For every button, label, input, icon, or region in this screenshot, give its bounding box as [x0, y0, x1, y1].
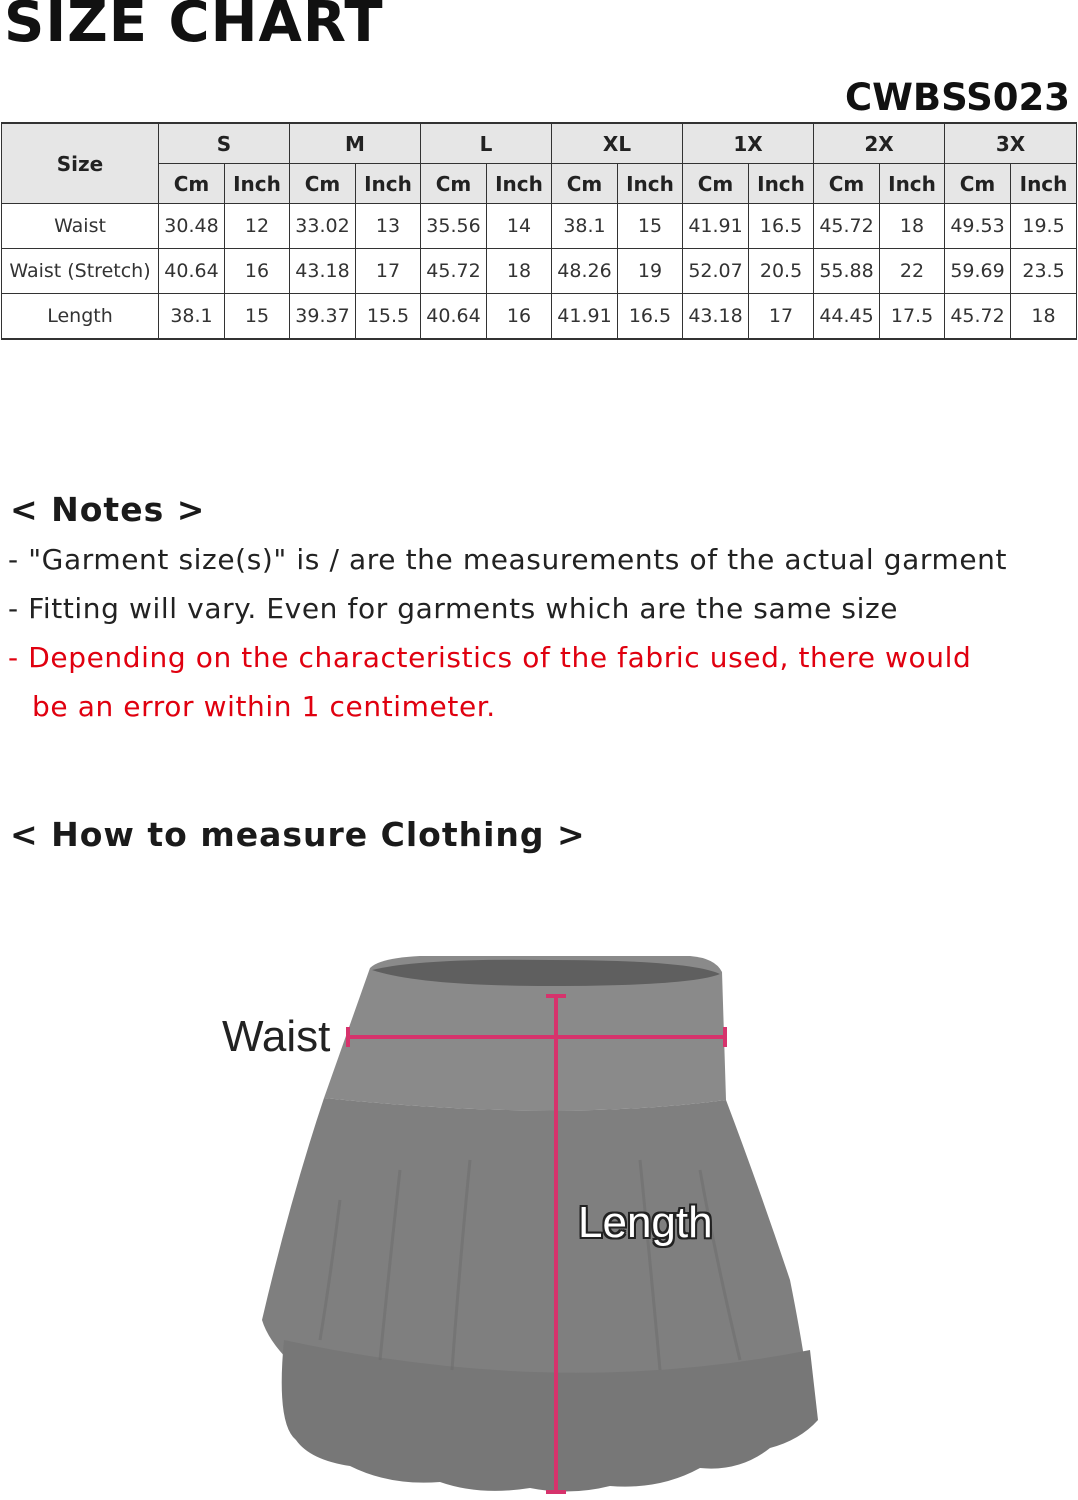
table-cell: 16 — [487, 294, 552, 340]
table-cell: 18 — [880, 204, 945, 249]
unit-header-inch: Inch — [749, 164, 814, 204]
size-header-2x: 2X — [814, 123, 945, 164]
table-cell: 49.53 — [945, 204, 1011, 249]
unit-header-cm: Cm — [814, 164, 880, 204]
table-cell: 20.5 — [749, 249, 814, 294]
unit-header-inch: Inch — [1011, 164, 1077, 204]
page-title: SIZE CHART — [4, 0, 384, 55]
table-cell: 14 — [487, 204, 552, 249]
note-fabric-warning: - Depending on the characteristics of the fabric used, there would — [8, 641, 972, 674]
table-cell: 16.5 — [749, 204, 814, 249]
unit-header-cm: Cm — [159, 164, 225, 204]
table-cell: 17 — [749, 294, 814, 340]
table-cell: 15 — [225, 294, 290, 340]
table-cell: 13 — [356, 204, 421, 249]
table-cell: 19 — [618, 249, 683, 294]
table-cell: 45.72 — [421, 249, 487, 294]
note-fabric-warning-continued: be an error within 1 centimeter. — [32, 690, 496, 723]
row-label-waist-stretch: Waist (Stretch) — [2, 249, 159, 294]
table-cell: 39.37 — [290, 294, 356, 340]
table-cell: 43.18 — [683, 294, 749, 340]
table-cell: 17.5 — [880, 294, 945, 340]
unit-header-inch: Inch — [487, 164, 552, 204]
table-row — [2, 204, 1077, 249]
size-header-l: L — [421, 123, 552, 164]
table-row — [2, 294, 1077, 340]
unit-header-cm: Cm — [683, 164, 749, 204]
table-cell: 15.5 — [356, 294, 421, 340]
unit-header-inch: Inch — [356, 164, 421, 204]
size-header-s: S — [159, 123, 290, 164]
unit-header-inch: Inch — [618, 164, 683, 204]
size-header-row — [2, 123, 1077, 164]
table-cell: 19.5 — [1011, 204, 1077, 249]
waist-label: Waist — [222, 1012, 331, 1061]
table-cell: 18 — [487, 249, 552, 294]
size-header-3x: 3X — [945, 123, 1077, 164]
row-label-length: Length — [2, 294, 159, 340]
size-column-header: Size — [2, 123, 159, 204]
product-code: CWBSS023 — [844, 76, 1070, 119]
table-cell: 38.1 — [159, 294, 225, 340]
row-label-waist: Waist — [2, 204, 159, 249]
table-cell: 16.5 — [618, 294, 683, 340]
skirt-illustration — [0, 900, 1078, 1500]
unit-header-inch: Inch — [880, 164, 945, 204]
table-cell: 40.64 — [421, 294, 487, 340]
table-cell: 44.45 — [814, 294, 880, 340]
measure-heading: < How to measure Clothing > — [10, 815, 586, 854]
unit-header-cm: Cm — [945, 164, 1011, 204]
size-table — [1, 122, 1077, 340]
table-cell: 59.69 — [945, 249, 1011, 294]
table-cell: 18 — [1011, 294, 1077, 340]
table-cell: 41.91 — [683, 204, 749, 249]
table-cell: 52.07 — [683, 249, 749, 294]
table-cell: 30.48 — [159, 204, 225, 249]
table-cell: 35.56 — [421, 204, 487, 249]
table-cell: 17 — [356, 249, 421, 294]
table-cell: 45.72 — [814, 204, 880, 249]
table-cell: 33.02 — [290, 204, 356, 249]
table-cell: 23.5 — [1011, 249, 1077, 294]
size-header-1x: 1X — [683, 123, 814, 164]
note-fitting: - Fitting will vary. Even for garments which are the same size — [8, 592, 899, 625]
table-row — [2, 249, 1077, 294]
unit-header-cm: Cm — [552, 164, 618, 204]
table-cell: 15 — [618, 204, 683, 249]
table-cell: 22 — [880, 249, 945, 294]
table-cell: 12 — [225, 204, 290, 249]
table-cell: 43.18 — [290, 249, 356, 294]
note-garment-size: - "Garment size(s)" is / are the measurements of the actual garment — [8, 543, 1008, 576]
size-header-xl: XL — [552, 123, 683, 164]
skirt-top-ruffle — [262, 1098, 806, 1387]
notes-heading: < Notes > — [10, 490, 206, 529]
table-cell: 55.88 — [814, 249, 880, 294]
table-cell: 48.26 — [552, 249, 618, 294]
unit-header-cm: Cm — [290, 164, 356, 204]
unit-header-inch: Inch — [225, 164, 290, 204]
unit-header-cm: Cm — [421, 164, 487, 204]
table-cell: 16 — [225, 249, 290, 294]
table-cell: 40.64 — [159, 249, 225, 294]
table-cell: 45.72 — [945, 294, 1011, 340]
unit-header-row — [2, 164, 1077, 204]
length-label: Length — [578, 1198, 713, 1247]
table-cell: 38.1 — [552, 204, 618, 249]
size-header-m: M — [290, 123, 421, 164]
table-cell: 41.91 — [552, 294, 618, 340]
